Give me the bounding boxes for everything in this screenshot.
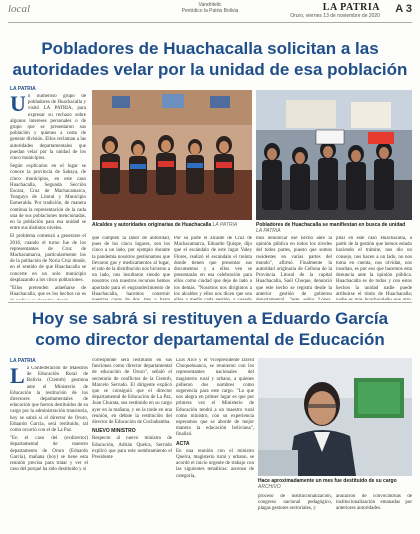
header-date: Oruro, viernes 13 de noviembre de 2020 — [290, 13, 380, 19]
article1-paragraph: mos denunciar ese hecho ante la opinión pública en todos los niveles del todos partes, puesto que somos residentes en varias partes del mundo", afirmó. Finalmente la autoridad originaria de Cellona de la Provincia Litoral de la capital Huachacalla, Saúl Choque, denunció que este hecho se registra desde la anterior gestión de gobierno — [256, 236, 332, 297]
article2-paragraph: anulación de convocatorias de institucionalización emanadas por anteriores autoridades. — [336, 494, 412, 512]
article1-column-1 — [10, 94, 86, 300]
article2-headline-line1: Hoy se sabrá si restituyen a Eduardo García — [31, 309, 389, 328]
section-name: local — [8, 3, 30, 15]
article1-headline — [10, 38, 410, 80]
article1-column-2 — [92, 236, 170, 300]
article1-photo2-caption — [256, 222, 412, 234]
article1-paragraph: Por su parte el alcalde de Cruz de Machacamarca, Eduardo Quispe, dijo que el escándalo de este lugar Valey Flores, realizó el escándalo el treinta donde tienen que presentar sus documentos y a ellos ven se presentarán en esa celebración para ellos como ciudad que deje de lado a los demás. "Nosotros nos dirigimos a los alcaldes y ellos nos dicen que son — [174, 236, 252, 297]
article1-paragraph: n numeroso grupo de pobladores de Huachacalla y visitó LA PATRIA, para expresar su rechazo sobre algunos intereses personales o de grupo que se presentaron sus población y quienes a costa de generar división. Ellos reclaman a las autoridades departamentales que puedan velar por la unidad de los cinco municipios. — [10, 94, 86, 162]
photo3-caption-text: Hace aproximadamente un mes fue destituido de su cargo — [258, 478, 397, 484]
article2-headline — [10, 308, 410, 350]
page-number: A 3 — [395, 3, 412, 15]
article2-column-1 — [10, 366, 88, 530]
article1-column-5 — [336, 236, 412, 300]
article1-paragraph: pital en este caso Huachacalla, a partir de la gestión que hemos estado haciendo el trámite, nos dio un consejo, nos hacen a un lado, no nos toma en cuenta, nos olvidan, nos insultan, es por eso que hacemos esta denuncia ante la opinión pública. Huachacalla es de todos y con estos hechos la unidad nadie puede atribuirse el título de Huachacalla; — [336, 236, 412, 297]
protest-photo-image — [256, 90, 412, 220]
newspaper-brand: LA PATRIA — [322, 2, 380, 13]
article2-column-3 — [176, 358, 254, 530]
article1-headline-line1: Pobladores de Huachacalla solicitan a las — [41, 39, 379, 58]
photo3-credit: ARCHIVO — [258, 484, 281, 490]
article2-column-5 — [336, 494, 412, 530]
header-tagline-line2: Periódico la Patria Bolivia — [181, 8, 239, 14]
article2-paragraph: corresponde será restituido en sus funciones como director departamental de educación de Oruro", señaló el secretario de conflictos de la Ctemrb, Marcelo Serrudo. El dirigente explicó que se consiguió que el director departamental de Educación de La Paz, Juan Churata, sea restituido en su cargo ayer en la mañana, y en la tarde en una reunión, en debate la restitución del director de Educación de Cochabamba. — [92, 358, 172, 426]
article2-paragraph: Luis Arce y el Vicepresidente David Choquehuanca, se reunieron con los representantes nacionales del magisterio rural y urbano, a quienes pidieron dos nombres como sugerencia para este cargo. "Lo que nos alegra en primer lugar es que por primera vez el Ministerio de Educación tendrá a un maestro rural como ministro, con su experiencia esperamos que se aborde de mejor manera la educación boliviana", finalizó. — [176, 358, 254, 438]
photo1-caption-text: Alcaldes y autoridades originarias de Huachacalla — [92, 222, 212, 228]
article2-paragraph: proceso de institucionalización, congreso nacional pedagógico, plagas gestores sectoriales, y — [258, 494, 332, 512]
article2-subhead-new-minister: NUEVO MINISTRO — [92, 428, 136, 435]
article-divider — [8, 302, 412, 303]
article1-paragraph: Según explicaron en el lugar se conoce la provincia de Sabaya, de cinco municipios, en este caso Huachacalla, Segunda Sección Escara, Cruz de Machacamarca, Yunguyo de Litoral y Municipio Esmeralda. Por tradición, de manera continua la representación de la cada una de sus poblaciones mencionadas, en la población para esa unidad se entre sus distintos niveles. — [10, 164, 86, 232]
article1-photo-protest — [256, 90, 412, 220]
article2-subhead-acta: ACTA — [176, 440, 190, 447]
article1-headline-line2: autoridades velar por la unidad de esa población — [12, 60, 408, 79]
article2-paragraph: Respecto al nuevo ministro de Educación, Adrián Quelca, Serrudo explicó que para este nombramiento el Presidente — [92, 436, 172, 461]
article2-dropcap: L — [10, 366, 25, 388]
article1-paragraph: que cumplen la labor de autoridad, pues de los cinco lugares, son los cinco a un lado, por ejemplo durante la pandemia nosotros gestionamos que llevaron gas y medicamentos al lugar, el rato de la distribución nos hicieron a un lado, nos insultaron siendo que nosotros con nuestros recursos hemos aportado para el engrandecimiento de Huachacalla, hacemos construir — [92, 236, 170, 297]
article2-paragraph: En una reunión con el ministro Quelca, magisterio rural y urbano, se acordó el inicio urgente de trabajo con las siguientes temáticas: ascenso de categoría, — [176, 448, 254, 479]
article2-photo3-caption — [258, 478, 412, 490]
article1-column-3 — [174, 236, 252, 300]
article1-dropcap: U — [10, 94, 26, 116]
photo1-credit: LA PATRIA — [212, 222, 238, 228]
article2-byline: LA PATRIA — [10, 358, 36, 364]
photo2-caption-text: Pobladores de Huachacalla se manifiestan en busca de unidad — [256, 222, 406, 228]
article2-paragraph: "En el caso del (exdirector) departamental de maestro departamento de Oruro (Eduardo García), mañana (hoy) se tiene esta reunión precisa para tratar y ver el caso del porqué ha sido destituido y si — [10, 436, 88, 473]
article1-paragraph: El problema comenzó a generarse el 2016, cuando el turno fue de los representantes de Cruz de Machacamarca, particularmente los de la población de Noria Cruz donde, en el sentido de que Huachacalla se concerte en un solo municipio desplazando a los cinco poblaciones. — [10, 234, 86, 283]
header-tagline-line1: Vandritelic — [198, 2, 222, 8]
article1-paragraph: "Ellos pretenden adueñarse de Huachacalla, que es los hechos no es — [10, 286, 86, 298]
article2-headline-line2: como director departamental de Educación — [35, 330, 385, 349]
photo2-credit: LA PATRIA — [256, 228, 281, 234]
article1-byline: LA PATRIA — [10, 86, 36, 92]
director-photo-image — [258, 358, 412, 476]
article1-photo-authorities — [92, 90, 252, 220]
header-divider — [8, 22, 412, 23]
article2-column-2 — [92, 358, 172, 530]
article2-photo-director — [258, 358, 412, 476]
header-tagline — [150, 2, 270, 14]
article1-photo1-caption — [92, 222, 252, 228]
authorities-photo-image — [92, 90, 252, 220]
article1-column-4 — [256, 236, 332, 300]
article2-paragraph: a Confederación de Maestros de Educación Rural de Bolivia (Ctemrb) gestiona ante el Ministerio de Educación la restitución de los directores departamentales de educación que fueron destituidos de su cargo por la administración transitoria, hoy se sabrá si el director de Oruro, Eduardo García, será restituido, tal como ocurrió con el de La Paz. — [10, 366, 88, 434]
page-header — [0, 0, 420, 22]
article2-column-4 — [258, 494, 332, 530]
